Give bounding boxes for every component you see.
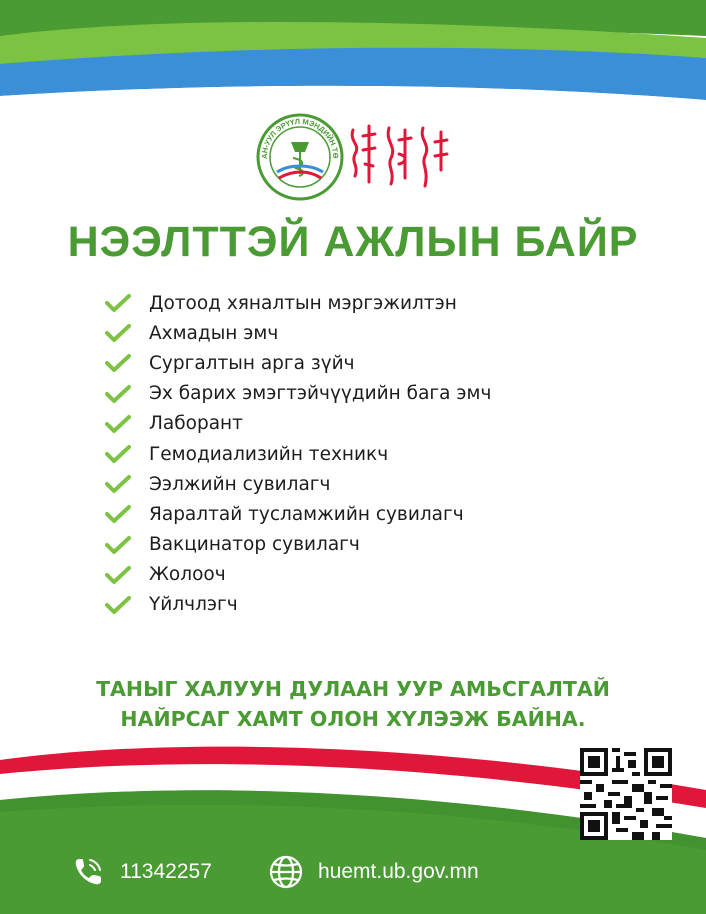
list-item [105, 530, 491, 560]
website-contact[interactable] [268, 852, 479, 892]
position-label: Гемодиализийн техникч [149, 443, 389, 465]
list-item [105, 318, 491, 348]
seal-text: АН-УУЛ ЭРҮҮЛ МЭНДИЙН ТӨ [259, 116, 341, 159]
list-item [105, 499, 491, 529]
check-icon [105, 323, 131, 343]
clinic-logo [255, 112, 345, 202]
check-icon [105, 444, 131, 464]
list-item [105, 469, 491, 499]
position-label: Вакцинатор сувилагч [149, 534, 360, 556]
invitation-line-1: ТАНЫГ ХАЛУУН ДУЛААН УУР АМЬСГАЛТАЙ [96, 677, 610, 701]
page-title: НЭЭЛТТЭЙ АЖЛЫН БАЙР [67, 218, 639, 266]
invitation-line-2: НАЙРСАГ ХАМТ ОЛОН ХҮЛЭЭЖ БАЙНА. [120, 707, 586, 731]
check-icon [105, 293, 131, 313]
website-url: huemt.ub.gov.mn [318, 860, 479, 883]
globe-icon [268, 854, 304, 890]
check-icon [105, 384, 131, 404]
position-label: Жолооч [149, 564, 226, 586]
position-label: Үйлчлэгч [149, 594, 238, 616]
phone-contact[interactable] [70, 852, 212, 892]
check-icon [105, 474, 131, 494]
position-label: Ээлжийн сувилагч [149, 473, 331, 495]
check-icon [105, 535, 131, 555]
position-label: Ахмадын эмч [149, 322, 279, 344]
check-icon [105, 595, 131, 615]
list-item [105, 348, 491, 378]
position-label: Лаборант [149, 413, 243, 435]
qr-code[interactable] [580, 748, 672, 840]
check-icon [105, 353, 131, 373]
phone-number: 11342257 [120, 860, 212, 883]
positions-list [105, 288, 491, 620]
list-item [105, 439, 491, 469]
mongolian-script-logotype [345, 122, 455, 192]
position-label: Сургалтын арга зүйч [149, 352, 355, 374]
check-icon [105, 414, 131, 434]
list-item [105, 590, 491, 620]
list-item [105, 288, 491, 318]
check-icon [105, 565, 131, 585]
list-item [105, 409, 491, 439]
position-label: Эх барих эмэгтэйчүүдийн бага эмч [149, 383, 492, 405]
check-icon [105, 504, 131, 524]
list-item [105, 379, 491, 409]
position-label: Дотоод хяналтын мэргэжилтэн [149, 292, 457, 314]
phone-icon [70, 854, 106, 890]
list-item [105, 560, 491, 590]
position-label: Яаралтай тусламжийн сувилагч [149, 503, 464, 525]
